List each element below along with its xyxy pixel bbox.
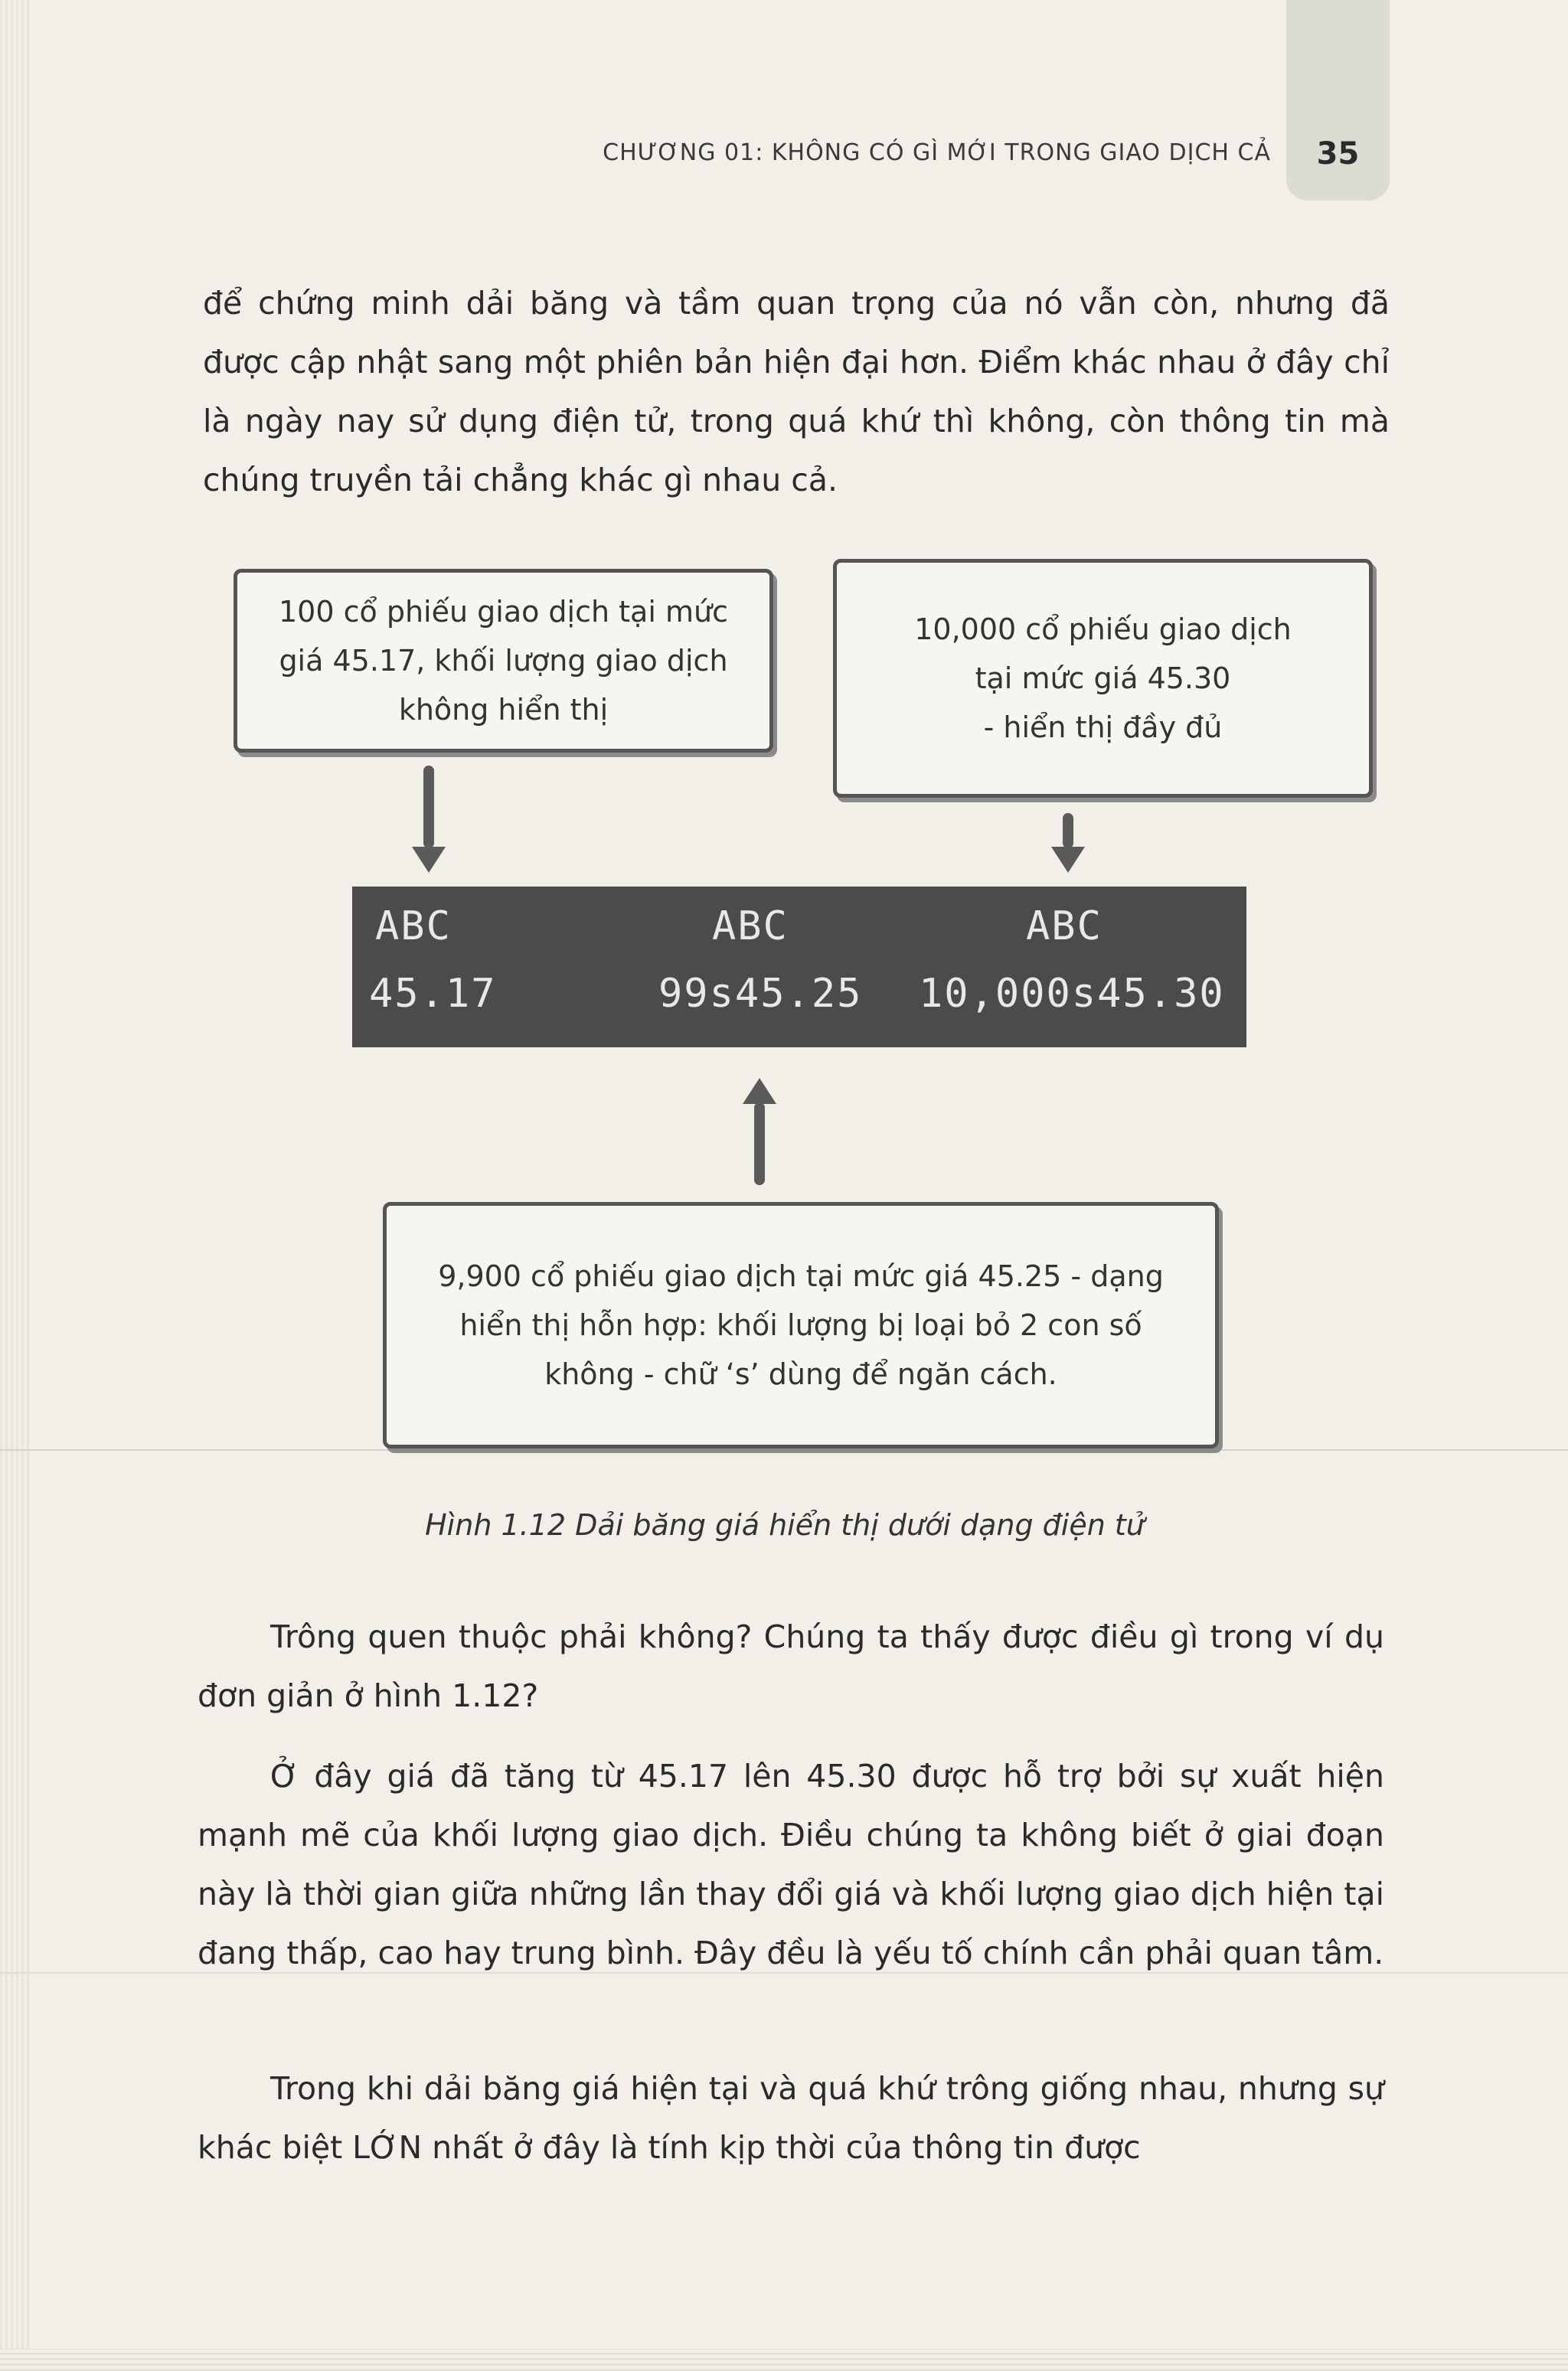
- callout-left-line: không hiển thị: [398, 693, 609, 727]
- ticker-entry: 10,000s45.30: [919, 971, 1225, 1017]
- arrow-up-shaft: [754, 1102, 765, 1185]
- callout-right: [833, 559, 1373, 798]
- figure-caption: Hình 1.12 Dải băng giá hiển thị dưới dạng điện tử: [425, 1508, 1145, 1542]
- callout-left-line: giá 45.17, khối lượng giao dịch: [279, 644, 728, 678]
- callout-left: [234, 569, 773, 753]
- callout-right-line: tại mức giá 45.30: [975, 661, 1231, 695]
- callout-right-line: - hiển thị đầy đủ: [983, 710, 1223, 744]
- ticker-symbol: ABC: [712, 903, 789, 949]
- page-number: 35: [1316, 136, 1360, 171]
- running-head: CHƯƠNG 01: KHÔNG CÓ GÌ MỚI TRONG GIAO DỊCH CẢ: [603, 139, 1271, 166]
- paragraph-3: Trong khi dải băng giá hiện tại và quá khứ trông giống nhau, nhưng sự khác biệt LỚN nhất ở đây là tính kịp thời của thông tin được: [198, 2070, 1384, 2166]
- callout-right-line: 10,000 cổ phiếu giao dịch: [914, 612, 1292, 646]
- page-fold-line: [0, 1449, 1568, 1451]
- scan-edge-left: [0, 0, 31, 2371]
- intro-paragraph: để chứng minh dải băng và tầm quan trọng của nó vẫn còn, nhưng đã được cập nhật sang một phiên bản hiện đại hơn. Điểm khác nhau ở đây chỉ là ngày nay sử dụng điện tử, trong quá khứ thì không, còn thông tin mà chúng truyền tải chẳng khác gì nhau cả.: [203, 285, 1390, 498]
- scan-edge-bottom: [0, 2349, 1568, 2371]
- ticker-entry: 99s45.25: [658, 971, 863, 1017]
- callout-bottom-line: hiển thị hỗn hợp: khối lượng bị loại bỏ 2 con số: [459, 1308, 1142, 1342]
- ticker-entry: 45.17: [369, 971, 497, 1017]
- paragraph-1: Trông quen thuộc phải không? Chúng ta thấy được điều gì trong ví dụ đơn giản ở hình 1.12?: [198, 1618, 1384, 1714]
- callout-bottom: [383, 1202, 1219, 1448]
- arrow-up-icon: [743, 1078, 776, 1104]
- arrow-down-right-shaft: [1063, 813, 1073, 848]
- arrow-down-left-shaft: [423, 766, 434, 848]
- callout-bottom-line: 9,900 cổ phiếu giao dịch tại mức giá 45.25 - dạng: [438, 1259, 1164, 1293]
- ticker-tape-display: [352, 887, 1246, 1047]
- paragraph-2: Ở đây giá đã tăng từ 45.17 lên 45.30 được hỗ trợ bởi sự xuất hiện mạnh mẽ của khối lượng giao dịch. Điều chúng ta không biết ở giai đoạn này là thời gian giữa những lần thay đổi giá và khối lượng giao dịch hiện tại đang thấp, cao hay trung bình. Đây đều là yếu tố chính cần phải quan tâm.: [198, 1758, 1384, 1971]
- ticker-symbol: ABC: [375, 903, 452, 949]
- arrow-down-icon: [412, 847, 446, 873]
- callout-left-line: 100 cổ phiếu giao dịch tại mức: [279, 595, 728, 629]
- ticker-symbol: ABC: [1026, 903, 1102, 949]
- arrow-down-icon: [1051, 847, 1085, 873]
- callout-bottom-line: không - chữ ‘s’ dùng để ngăn cách.: [544, 1357, 1057, 1391]
